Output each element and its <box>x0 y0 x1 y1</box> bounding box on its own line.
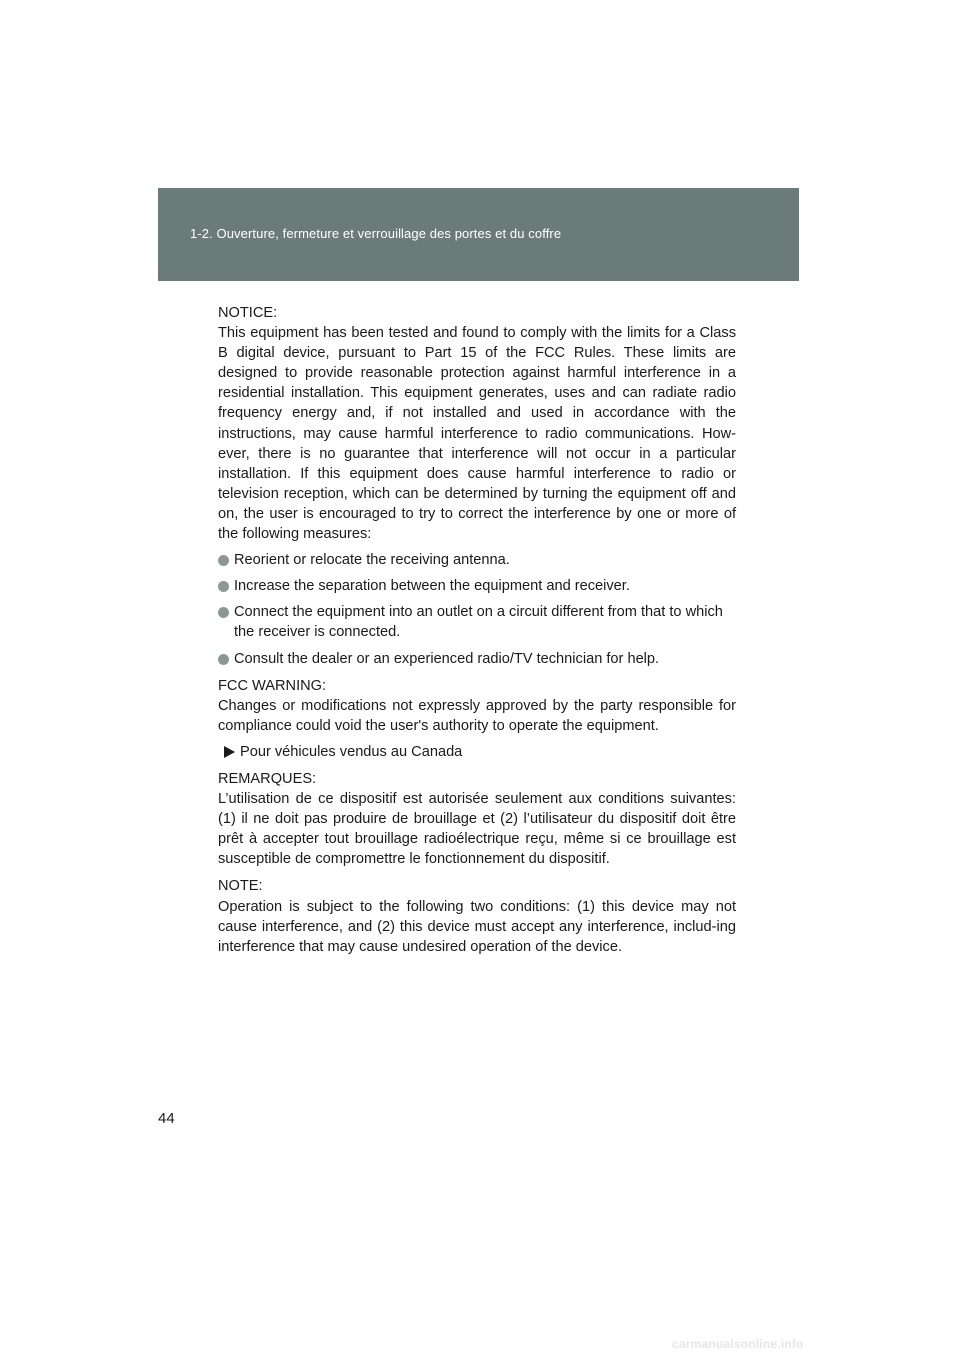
measure-item <box>218 602 736 642</box>
measure-item <box>218 649 736 669</box>
page-content <box>218 303 736 957</box>
bullet-icon <box>218 581 229 592</box>
fcc-warning-body: Changes or modifications not expressly approved by the party responsible for compliance could void the user's authority to operate the equipment. <box>218 697 736 734</box>
fcc-warning-heading: FCC WARNING: <box>218 677 327 694</box>
measure-text: Increase the separation between the equipment and receiver. <box>234 578 630 595</box>
remarques-heading: REMARQUES: <box>218 770 317 787</box>
note-heading: NOTE: <box>218 878 263 895</box>
bullet-icon <box>218 654 229 665</box>
bullet-icon <box>218 555 229 566</box>
page-number: 44 <box>158 1110 175 1127</box>
watermark: carmanualsonline.info <box>672 1337 804 1351</box>
canada-subheading-row <box>218 742 736 762</box>
note-body: Operation is subject to the following two conditions: (1) this device may not cause interference, and (2) this device must accept any interference, includ-ing interference that may cause undesired operation of the device. <box>218 898 736 955</box>
measure-text: Connect the equipment into an outlet on a circuit different from that to which the receiver is connected. <box>234 604 723 641</box>
section-title: 1-2. Ouverture, fermeture et verrouillage des portes et du coffre <box>190 226 562 241</box>
canada-subheading: Pour véhicules vendus au Canada <box>240 743 463 760</box>
bullet-icon <box>218 607 229 618</box>
notice-heading: NOTICE: <box>218 305 278 321</box>
measure-item <box>218 550 736 570</box>
measure-item <box>218 576 736 596</box>
measure-text: Consult the dealer or an experienced radio/TV technician for help. <box>234 650 660 667</box>
measure-text: Reorient or relocate the receiving antenna. <box>234 552 510 569</box>
notice-body: This equipment has been tested and found to comply with the limits for a Class B digital device, pursuant to Part 15 of the FCC Rules. These limits are designed to provide reasonable protection against harmful interference in a residential installation. This equipment generates, uses and can radiate radio frequency energy and, if not installed and used in accordance with the instructions, may cause harmful interference to radio communications. How-ever, there is no guarantee that interference will not occur in a particular installation. If this equipment does cause harmful interference to radio or television reception, which can be determined by turning the equipment off and on, the user is encouraged to try to correct the interference by one or more of the following measures: <box>218 325 736 543</box>
section-header-band <box>158 188 799 281</box>
triangle-right-icon <box>224 746 235 758</box>
remarques-body: L’utilisation de ce dispositif est autorisée seulement aux conditions suivantes: (1) il ne doit pas produire de brouillage et (2) l’utilisateur du dispositif doit être prêt à accepter tout brouillage radioélectrique reçu, même si ce brouillage est susceptible de compromettre le fonctionnement du dispositif. <box>218 791 736 868</box>
